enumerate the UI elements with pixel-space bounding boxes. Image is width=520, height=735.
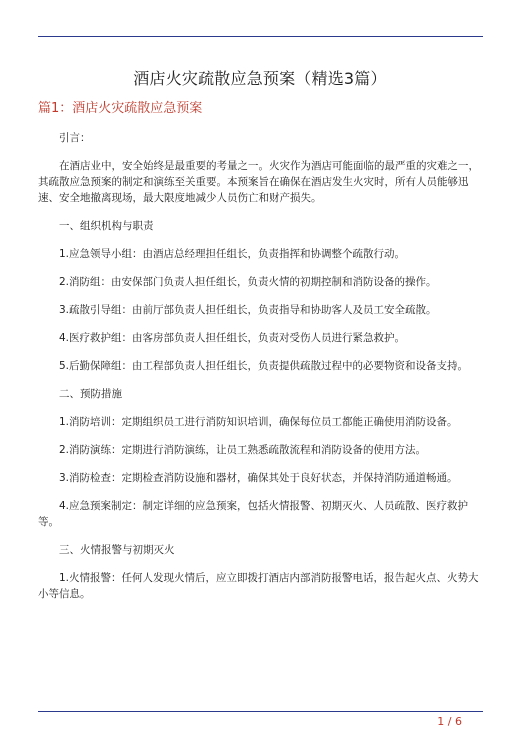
section-title: 二、预防措施: [59, 388, 122, 400]
list-item: 2.消防演练：定期进行消防演练，让员工熟悉疏散流程和消防设备的使用方法。: [59, 444, 427, 456]
section-heading: 篇1：酒店火灾疏散应急预案: [38, 101, 203, 116]
list-item: 4.医疗救护组：由客房部负责人担任组长，负责对受伤人员进行紧急救护。: [59, 332, 406, 344]
header-rule: [38, 36, 483, 37]
list-item: 2.消防组：由安保部门负责人担任组长，负责火情的初期控制和消防设备的操作。: [59, 276, 437, 288]
list-item: 1.消防培训：定期组织员工进行消防知识培训，确保每位员工都能正确使用消防设备。: [59, 416, 458, 428]
list-item: 3.消防检查：定期检查消防设施和器材，确保其处于良好状态，并保持消防通道畅通。: [59, 472, 458, 484]
list-item: 4.应急预案制定：制定详细的应急预案，包括火情报警、初期灭火、人员疏散、医疗救护等。: [38, 500, 469, 528]
section-title: 一、组织机构与职责: [59, 220, 154, 232]
list-item: 5.后勤保障组：由工程部负责人担任组长，负责提供疏散过程中的必要物资和设备支持。: [59, 360, 469, 372]
section-title: 三、火情报警与初期灭火: [59, 544, 175, 556]
page-number: 1 / 6: [437, 715, 462, 728]
document-body: [38, 130, 483, 614]
document-title: 酒店火灾疏散应急预案（精选3篇）: [133, 69, 387, 88]
footer-rule: [38, 711, 483, 712]
paragraph: 在酒店业中，安全始终是最重要的考量之一。火灾作为酒店可能面临的最严重的灾难之一，其疏散应急预案的制定和演练至关重要。本预案旨在确保在酒店发生火灾时，所有人员能够迅速、安全地撤离现场，最大限度地减少人员伤亡和财产损失。: [38, 160, 479, 204]
paragraph: 引言：: [59, 132, 91, 144]
list-item: 1.应急领导小组：由酒店总经理担任组长，负责指挥和协调整个疏散行动。: [59, 248, 406, 260]
list-item: 1.火情报警：任何人发现火情后，应立即拨打酒店内部消防报警电话，报告起火点、火势大小等信息。: [38, 572, 479, 600]
list-item: 3.疏散引导组：由前厅部负责人担任组长，负责指导和协助客人及员工安全疏散。: [59, 304, 437, 316]
